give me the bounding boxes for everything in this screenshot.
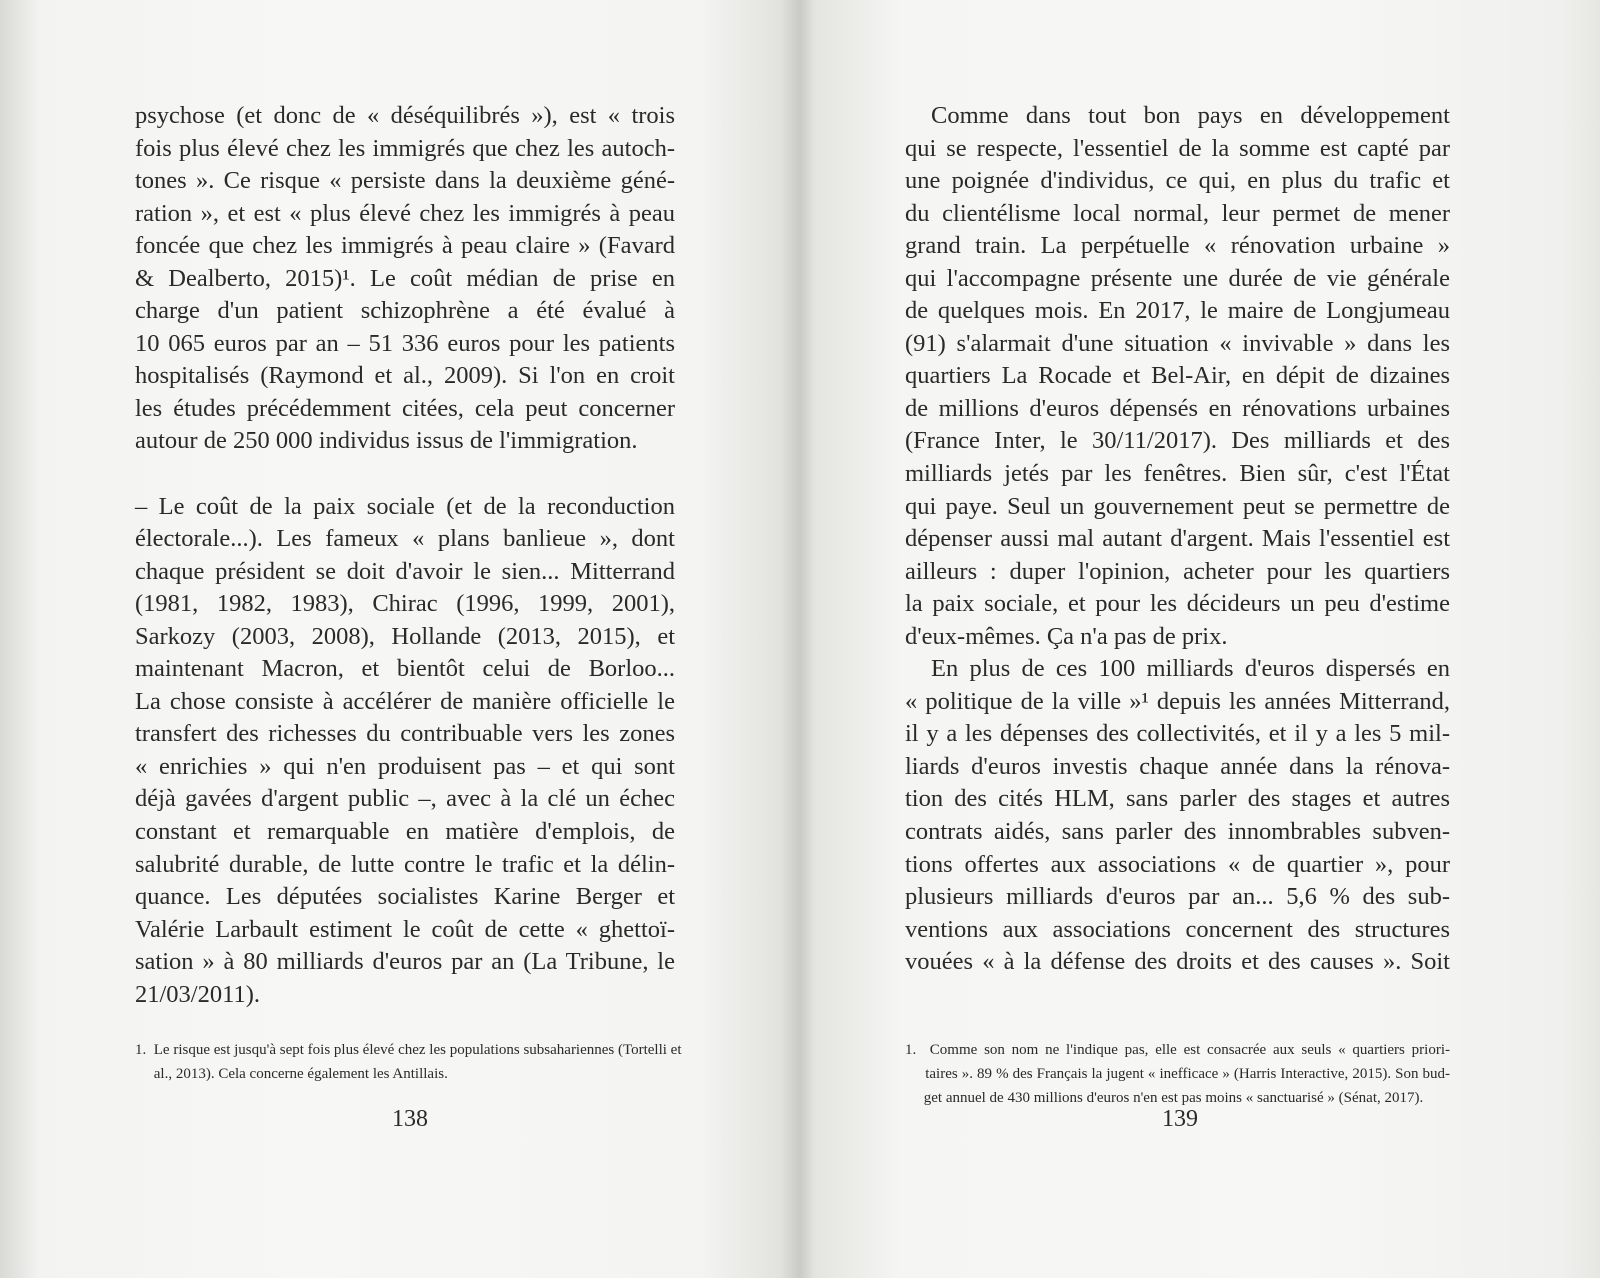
text-line: la paix sociale, et pour les décideurs un peu d'estime <box>905 590 1450 618</box>
text-line: charge d'un patient schizophrène a été évalué à <box>135 297 675 325</box>
text-line: 10 065 euros par an – 51 336 euros pour les patients <box>135 329 675 357</box>
paragraph-gap <box>135 458 675 491</box>
text-line: 1. Comme son nom ne l'indique pas, elle est consacrée aux seuls « quartiers priori- <box>905 1042 1450 1058</box>
text-line: ventions aux associations concernent des structures <box>905 915 1450 943</box>
text-line: déjà gavées d'argent public –, avec à la clé un échec <box>135 785 675 813</box>
text-line: liards d'euros investis chaque année dans la rénova- <box>905 752 1450 780</box>
text-line: vouées « à la défense des droits et des causes ». Soit <box>905 948 1450 976</box>
text-line: (France Inter, le 30/11/2017). Des milliards et des <box>905 427 1450 455</box>
text-line: (1981, 1982, 1983), Chirac (1996, 1999, 2001), <box>135 590 675 618</box>
text-line: constant et remarquable en matière d'emplois, de <box>135 818 675 846</box>
text-line: Valérie Larbault estiment le coût de cette « ghettoï- <box>135 915 675 943</box>
text-line: de millions d'euros dépensés en rénovations urbaines <box>905 394 1450 422</box>
text-line: taires ». 89 % des Français la jugent « inefficace » (Harris Interactive, 2015). Son bud- <box>905 1066 1450 1082</box>
text-line: grand train. La perpétuelle « rénovation urbaine » <box>905 232 1450 260</box>
text-line: 21/03/2011). <box>135 980 260 1008</box>
text-line: une poignée d'individus, ce qui, en plus du trafic et <box>905 167 1450 195</box>
text-line: contrats aidés, sans parler des innombrables subven- <box>905 818 1450 846</box>
text-line: maintenant Macron, et bientôt celui de Borloo... <box>135 655 675 683</box>
paragraph <box>135 100 675 458</box>
text-line: La chose consiste à accélérer de manière officielle le <box>135 687 675 715</box>
text-line: du clientélisme local normal, leur permet de mener <box>905 199 1450 227</box>
text-line: « enrichies » qui n'en produisent pas – et qui sont <box>135 752 675 780</box>
left-page-number: 138 <box>392 1106 428 1132</box>
text-line: d'eux-mêmes. Ça n'a pas de prix. <box>905 622 1228 650</box>
text-line: ration », et est « plus élevé chez les immigrés à peau <box>135 199 675 227</box>
text-line: dépenser aussi mal autant d'argent. Mais l'essentiel est <box>905 525 1450 553</box>
text-line: qui se respecte, l'essentiel de la somme est capté par <box>905 134 1450 162</box>
paragraph <box>135 491 675 1012</box>
text-line: milliards jetés par les fenêtres. Bien sûr, c'est l'État <box>905 460 1450 488</box>
text-line: quance. Les députées socialistes Karine Berger et <box>135 883 675 911</box>
paragraph <box>905 100 1450 653</box>
text-line: les études précédemment citées, cela peut concerner <box>135 394 675 422</box>
text-line: autour de 250 000 individus issus de l'immigration. <box>135 427 638 455</box>
text-line: « politique de la ville »¹ depuis les années Mitterrand, <box>905 687 1450 715</box>
text-line: psychose (et donc de « déséquilibrés »), est « trois <box>135 102 675 129</box>
text-line: fois plus élevé chez les immigrés que chez les autoch- <box>135 134 675 162</box>
text-line: Comme dans tout bon pays en développement <box>931 102 1450 129</box>
text-line: Sarkozy (2003, 2008), Hollande (2013, 2015), et <box>135 622 675 650</box>
text-line: ailleurs : duper l'opinion, acheter pour les quartiers <box>905 557 1450 585</box>
text-line: sation » à 80 milliards d'euros par an (La Tribune, le <box>135 948 675 976</box>
right-page-body-text <box>905 100 1450 979</box>
left-page-footnote <box>135 1038 682 1086</box>
text-line: chaque président se doit d'avoir le sien... Mitterrand <box>135 557 675 585</box>
text-line: (91) s'alarmait d'une situation « invivable » dans les <box>905 329 1450 357</box>
text-line: qui l'accompagne présente une durée de vie générale <box>905 264 1450 292</box>
text-line: En plus de ces 100 milliards d'euros dispersés en <box>931 655 1450 683</box>
text-line: quartiers La Rocade et Bel-Air, en dépit de dizaines <box>905 362 1450 390</box>
text-line: 1. Le risque est jusqu'à sept fois plus élevé chez les populations subsahariennes (Tortelli et <box>135 1042 682 1058</box>
text-line: salubrité durable, de lutte contre le trafic et la délin- <box>135 850 675 878</box>
text-line: tions offertes aux associations « de quartier », pour <box>905 850 1450 878</box>
text-line: électorale...). Les fameux « plans banlieue », dont <box>135 525 675 553</box>
text-line: transfert des richesses du contribuable vers les zones <box>135 720 675 748</box>
text-line: hospitalisés (Raymond et al., 2009). Si l'on en croit <box>135 362 675 390</box>
text-line: foncée que chez les immigrés à peau claire » (Favard <box>135 232 675 260</box>
text-line: & Dealberto, 2015)¹. Le coût médian de prise en <box>135 264 675 292</box>
text-line: get annuel de 430 millions d'euros n'en est pas moins « sanctuarisé » (Sénat, 2017). <box>905 1090 1424 1106</box>
text-line: qui paye. Seul un gouvernement peut se permettre de <box>905 492 1450 520</box>
text-line: tones ». Ce risque « persiste dans la deuxième géné- <box>135 167 675 195</box>
right-page-footnote <box>905 1038 1450 1110</box>
paragraph <box>905 653 1450 978</box>
text-line: il y a les dépenses des collectivités, et il y a les 5 mil- <box>905 720 1450 748</box>
text-line: de quelques mois. En 2017, le maire de Longjumeau <box>905 297 1450 325</box>
text-line: plusieurs milliards d'euros par an... 5,6 % des sub- <box>905 883 1450 911</box>
left-page-body-text <box>135 100 675 1011</box>
text-line: – Le coût de la paix sociale (et de la reconduction <box>135 492 675 520</box>
text-line: al., 2013). Cela concerne également les Antillais. <box>135 1066 448 1082</box>
right-page-number: 139 <box>1162 1106 1198 1132</box>
text-line: tion des cités HLM, sans parler des stages et autres <box>905 785 1450 813</box>
